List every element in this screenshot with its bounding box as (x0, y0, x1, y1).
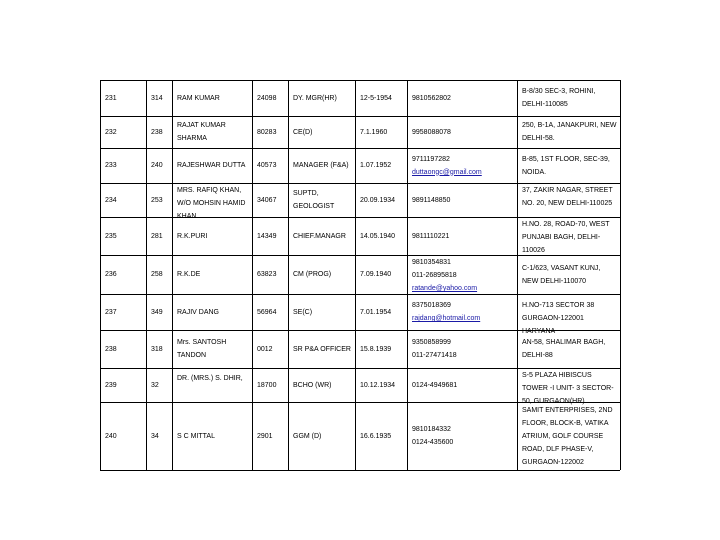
phone-primary: 0124-4949681 (412, 381, 458, 389)
date-of-birth: 16.6.1935 (360, 432, 392, 440)
serial-number: 238 (105, 345, 117, 353)
member-name: RAM KUMAR (177, 94, 220, 102)
column-divider (517, 80, 518, 470)
phone-secondary: 0124-435600 (412, 439, 454, 446)
row-divider (100, 148, 620, 149)
phone-primary: 9810184332 (412, 426, 451, 433)
phone-secondary: 011-27471418 (412, 352, 457, 359)
serial-number: 237 (105, 308, 117, 316)
member-name: S C MITTAL (177, 432, 215, 440)
serial-number: 235 (105, 232, 117, 240)
member-id: 34 (151, 432, 159, 440)
designation: SR P&A OFFICER (293, 345, 351, 353)
postal-address: B-85, 1ST FLOOR, SEC-39, NOIDA. (522, 155, 610, 176)
employee-code: 14349 (257, 232, 277, 240)
column-divider (407, 80, 408, 470)
postal-address: SAMIT ENTERPRISES, 2ND FLOOR, BLOCK-B, VATIKA ATRIUM, GOLF COURSE ROAD, DLF PHASE-V, GURGAON-122002 (522, 406, 613, 466)
employee-code: 18700 (257, 381, 277, 389)
employee-code: 40573 (257, 162, 277, 169)
column-divider (288, 80, 289, 470)
column-divider (146, 80, 147, 470)
serial-number: 239 (105, 381, 117, 389)
employee-code: 34067 (257, 196, 277, 204)
postal-address: 250, B-1A, JANAKPURI, NEW DELHI-58. (522, 122, 617, 142)
row-divider (100, 470, 620, 471)
date-of-birth: 1.07.1952 (360, 162, 392, 169)
phone-primary: 8375018369 (412, 302, 451, 309)
email-address[interactable]: duttaongc@gmail.com (412, 168, 482, 176)
date-of-birth: 7.01.1954 (360, 308, 392, 316)
column-divider (100, 80, 101, 470)
row-divider (100, 294, 620, 295)
phone-primary: 9711197282 (412, 155, 450, 163)
designation: CHIEF.MANAGR (293, 232, 346, 240)
phone-primary: 9810354831 (412, 259, 451, 266)
serial-number: 234 (105, 196, 117, 204)
member-id: 281 (151, 232, 163, 240)
employee-code: 63823 (257, 271, 277, 278)
employee-code: 56964 (257, 308, 277, 316)
member-name: R.K.DE (177, 271, 201, 278)
member-name: R.K.PURI (177, 232, 208, 240)
postal-address: H.NO. 28, ROAD-70, WEST PUNJABI BAGH, DELHI-110026 (522, 221, 610, 254)
email-address[interactable]: ratande@yahoo.com (412, 285, 478, 292)
employee-code: 0012 (257, 345, 273, 353)
designation: CE(D) (293, 128, 313, 136)
postal-address: AN-58, SHALIMAR BAGH, DELHI-88 (522, 339, 606, 359)
employee-code: 80283 (257, 128, 277, 136)
phone-primary: 9810562802 (412, 94, 451, 102)
designation: MANAGER (F&A) (293, 162, 349, 169)
phone-primary: 9811110221 (412, 232, 450, 240)
member-id: 349 (151, 308, 163, 316)
serial-number: 236 (105, 271, 117, 278)
employee-code: 24098 (257, 94, 277, 102)
phone-secondary: 011-26895818 (412, 272, 457, 279)
date-of-birth: 14.05.1940 (360, 232, 396, 240)
designation: BCHO (WR) (293, 381, 332, 389)
member-id: 238 (151, 128, 163, 136)
designation: CM (PROG) (293, 271, 332, 278)
phone-primary: 9350858999 (412, 339, 451, 346)
member-name: RAJIV DANG (177, 308, 220, 316)
row-divider (100, 116, 620, 117)
date-of-birth: 10.12.1934 (360, 381, 396, 389)
contact-table (100, 80, 620, 470)
member-name: MRS. RAFIQ KHAN, W/O MOHSIN HAMID KHAN (177, 187, 246, 220)
date-of-birth: 7.09.1940 (360, 271, 392, 278)
designation: SE(C) (293, 308, 313, 316)
designation: GGM (D) (293, 432, 322, 440)
date-of-birth: 7.1.1960 (360, 128, 388, 136)
column-divider (172, 80, 173, 470)
date-of-birth: 15.8.1939 (360, 345, 392, 353)
column-divider (252, 80, 253, 470)
date-of-birth: 12-5-1954 (360, 94, 392, 102)
serial-number: 231 (105, 94, 117, 102)
member-id: 258 (151, 271, 163, 278)
member-name: Mrs. SANTOSH TANDON (177, 339, 227, 359)
serial-number: 233 (105, 162, 117, 169)
member-name: DR. (MRS.) S. DHIR, (177, 375, 243, 382)
date-of-birth: 20.09.1934 (360, 196, 396, 204)
postal-address: S-5 PLAZA HIBISCUS TOWER -I UNIT- 3 SECTOR-50, GURGAON(HR) (522, 372, 614, 405)
phone-primary: 9958088078 (412, 128, 451, 136)
email-address[interactable]: rajdang@hotmail.com (412, 315, 481, 322)
postal-address: B-8/30 SEC-3, ROHINI, DELHI-110085 (522, 88, 596, 108)
member-id: 318 (151, 345, 163, 353)
member-id: 253 (151, 196, 163, 204)
postal-address: 37, ZAKIR NAGAR, STREET NO. 20, NEW DELHI-110025 (522, 187, 613, 207)
serial-number: 240 (105, 432, 117, 440)
member-id: 240 (151, 162, 163, 169)
column-divider (355, 80, 356, 470)
designation: SUPTD, GEOLOGIST (293, 190, 335, 210)
postal-address: C-1/623, VASANT KUNJ, NEW DELHI-110070 (522, 264, 601, 285)
serial-number: 232 (105, 128, 117, 136)
designation: DY. MGR(HR) (293, 94, 337, 102)
row-divider (100, 80, 620, 81)
postal-address: H.NO-713 SECTOR 38 GURGAON-122001 HARYANA (522, 302, 595, 335)
member-name: RAJESHWAR DUTTA (177, 162, 246, 169)
employee-code: 2901 (257, 432, 273, 440)
phone-primary: 9891148850 (412, 196, 451, 204)
member-id: 314 (151, 94, 163, 102)
member-name: RAJAT KUMAR SHARMA (177, 122, 226, 142)
member-id: 32 (151, 381, 159, 389)
column-divider (620, 80, 621, 470)
